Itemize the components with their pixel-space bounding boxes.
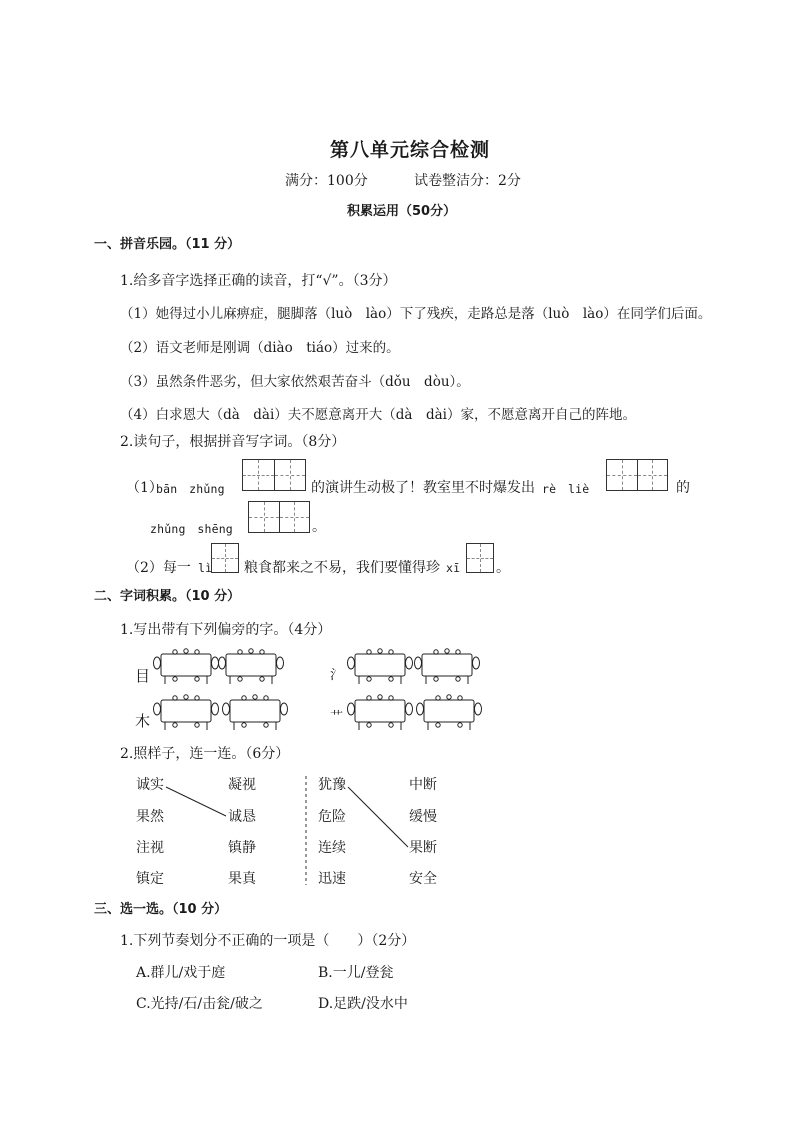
answer-desk-6[interactable] [222, 694, 288, 734]
pinyin-4: lì [198, 561, 213, 575]
match-col1-item-4[interactable]: 镇定 [136, 871, 164, 887]
s1-q2-text-4: 粮食都来之不易，我们要懂得珍 [244, 560, 440, 576]
answer-desk-2[interactable] [218, 648, 284, 688]
s1-q1-item-1: （1）她得过小儿麻痹症，腿脚落（luò lào）下了残疾，走路总是落（luò lào）在同学们后面。 [120, 306, 712, 322]
match-col4-item-4[interactable]: 安全 [409, 871, 437, 887]
answer-desk-7[interactable] [347, 694, 413, 734]
match-col3-item-1[interactable]: 犹豫 [318, 777, 346, 793]
s1-q2-stem: 2.读句子，根据拼音写字词。（8分） [120, 434, 346, 450]
match-col2-item-1[interactable]: 凝视 [228, 777, 256, 793]
s1-q2-text-1: 的演讲生动极了！教室里不时爆发出 [311, 480, 535, 496]
pinyin-1: bān zhǔng [156, 482, 225, 496]
answer-desk-5[interactable] [153, 694, 219, 734]
radical-3: 木 [135, 712, 151, 730]
match-col2-item-2[interactable]: 诚恳 [228, 809, 256, 825]
page-title: 第八单元综合检测 [330, 139, 491, 161]
match-col2-item-3[interactable]: 镇静 [228, 840, 256, 856]
option-d[interactable]: D.足跌/没水中 [318, 996, 408, 1012]
match-col4-item-3[interactable]: 果断 [409, 840, 437, 856]
full-score: 满分：100分 [285, 173, 368, 189]
option-b[interactable]: B.一儿/登瓮 [318, 965, 394, 981]
match-col3-item-2[interactable]: 危险 [318, 809, 346, 825]
answer-desk-4[interactable] [414, 648, 480, 688]
s2-q1-stem: 1.写出带有下列偏旁的字。（4分） [120, 622, 332, 638]
s3-q1-stem: 1.下列节奏划分不正确的一项是（ ）（2分） [120, 933, 416, 949]
match-col3-item-3[interactable]: 连续 [318, 840, 346, 856]
s1-q1-stem: 1.给多音字选择正确的读音，打“√”。（3分） [120, 273, 397, 289]
radical-1: 目 [135, 667, 151, 685]
example-line-1 [166, 787, 226, 816]
neat-score: 试卷整洁分：2分 [414, 173, 521, 189]
answer-desk-3[interactable] [347, 648, 413, 688]
s1-q2-l1-prefix: （1） [126, 480, 163, 496]
s1-q2-text-3: 。 [312, 519, 326, 535]
section-1-heading: 一、拼音乐园。（11 分） [94, 237, 241, 252]
answer-desk-8[interactable] [416, 694, 482, 734]
example-line-2 [348, 787, 408, 847]
option-c[interactable]: C.光持/石/击瓮/破之 [136, 996, 263, 1012]
match-col4-item-2[interactable]: 缓慢 [409, 809, 437, 825]
s1-q1-item-2: （2）语文老师是刚调（diào tiáo）过来的。 [120, 340, 400, 356]
writing-grid-3[interactable] [248, 501, 310, 533]
section-2-heading: 二、字词积累。（10 分） [94, 589, 241, 604]
radical-2: 氵 [330, 668, 344, 683]
radical-4: 艹 [330, 710, 344, 725]
s2-q2-stem: 2.照样子，连一连。（6分） [120, 746, 290, 762]
writing-grid-1[interactable] [242, 459, 306, 491]
match-col4-item-1[interactable]: 中断 [409, 777, 437, 793]
pinyin-2: rè liè [542, 482, 590, 496]
match-col2-item-4[interactable]: 果真 [228, 871, 256, 887]
s1-q2-text-2: 的 [676, 480, 690, 496]
part-heading: 积累运用（50分） [347, 204, 457, 219]
match-col1-item-2[interactable]: 果然 [136, 809, 164, 825]
pinyin-5: xī [446, 561, 461, 575]
writing-grid-2[interactable] [606, 459, 668, 491]
match-col1-item-1[interactable]: 诚实 [136, 777, 164, 793]
answer-desk-1[interactable] [153, 648, 219, 688]
writing-grid-5[interactable] [466, 543, 494, 573]
s1-q2-text-5: 。 [496, 560, 510, 576]
section-3-heading: 三、选一选。（10 分） [94, 902, 228, 917]
s1-q2-l2-prefix: （2）每一 [126, 560, 191, 576]
match-col1-item-3[interactable]: 注视 [136, 840, 164, 856]
pinyin-3: zhǔng shēng [150, 522, 233, 536]
writing-grid-4[interactable] [211, 543, 239, 573]
s1-q1-item-4: （4）白求恩大（dà dài）夫不愿意离开大（dà dài）家，不愿意离开自己的阵地。 [120, 407, 636, 423]
match-col3-item-4[interactable]: 迅速 [318, 871, 346, 887]
option-a[interactable]: A.群儿/戏于庭 [136, 965, 226, 981]
s1-q1-item-3: （3）虽然条件恶劣，但大家依然艰苦奋斗（dǒu dòu）。 [120, 374, 470, 390]
